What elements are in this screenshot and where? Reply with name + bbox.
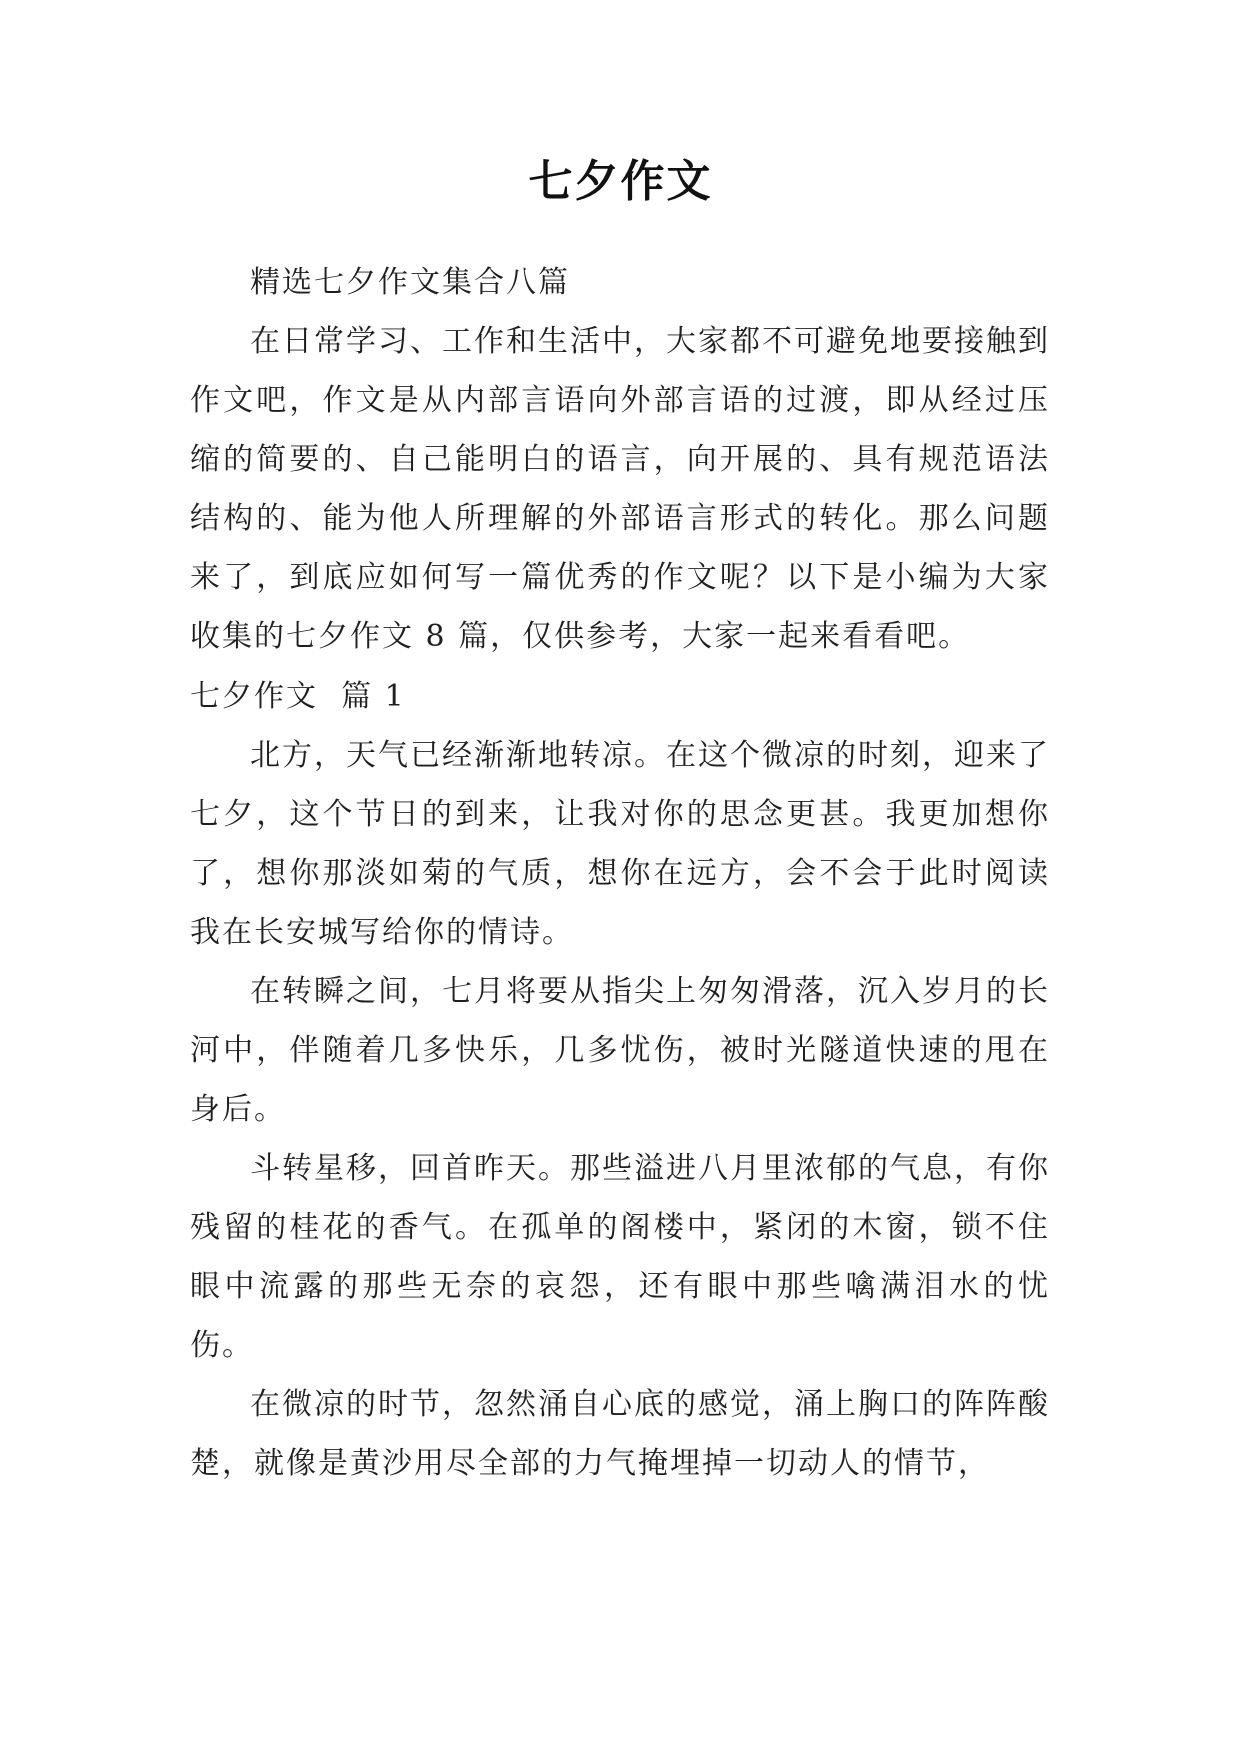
essay-section: [190, 667, 1050, 1493]
intro-section: [190, 253, 1050, 666]
essay-paragraph: 斗转星移，回首昨天。那些溢进八月里浓郁的气息，有你残留的桂花的香气。在孤单的阁楼中，紧闭的木窗，锁不住眼中流露的那些无奈的哀怨，还有眼中那些噙满泪水的忧伤。: [190, 1151, 1050, 1363]
essay-paragraph: 北方，天气已经渐渐地转凉。在这个微凉的时刻，迎来了七夕，这个节日的到来，让我对你的思念更甚。我更加想你了，想你那淡如菊的气质，想你在远方，会不会于此时阅读我在长安城写给你的情诗。: [190, 738, 1050, 950]
section-heading: 七夕作文 篇 1: [190, 679, 406, 714]
document-title: 七夕作文: [528, 156, 713, 207]
intro-paragraph: 在日常学习、工作和生活中，大家都不可避免地要接触到作文吧，作文是从内部言语向外部言语的过渡，即从经过压缩的简要的、自己能明白的语言，向开展的、具有规范语法结构的、能为他人所理解的外部语言形式的转化。那么问题来了，到底应如何写一篇优秀的作文呢？以下是小编为大家收集的七夕作文 8 篇，仅供参考，大家一起来看看吧。: [190, 324, 1050, 654]
essay-paragraph: 在微凉的时节，忽然涌自心底的感觉，涌上胸口的阵阵酸楚，就像是黄沙用尽全部的力气掩埋掉一切动人的情节，: [190, 1387, 1050, 1481]
intro-heading: 精选七夕作文集合八篇: [250, 265, 570, 300]
essay-paragraph: 在转瞬之间，七月将要从指尖上匆匆滑落，沉入岁月的长河中，伴随着几多快乐，几多忧伤，被时光隧道快速的甩在身后。: [190, 974, 1050, 1127]
